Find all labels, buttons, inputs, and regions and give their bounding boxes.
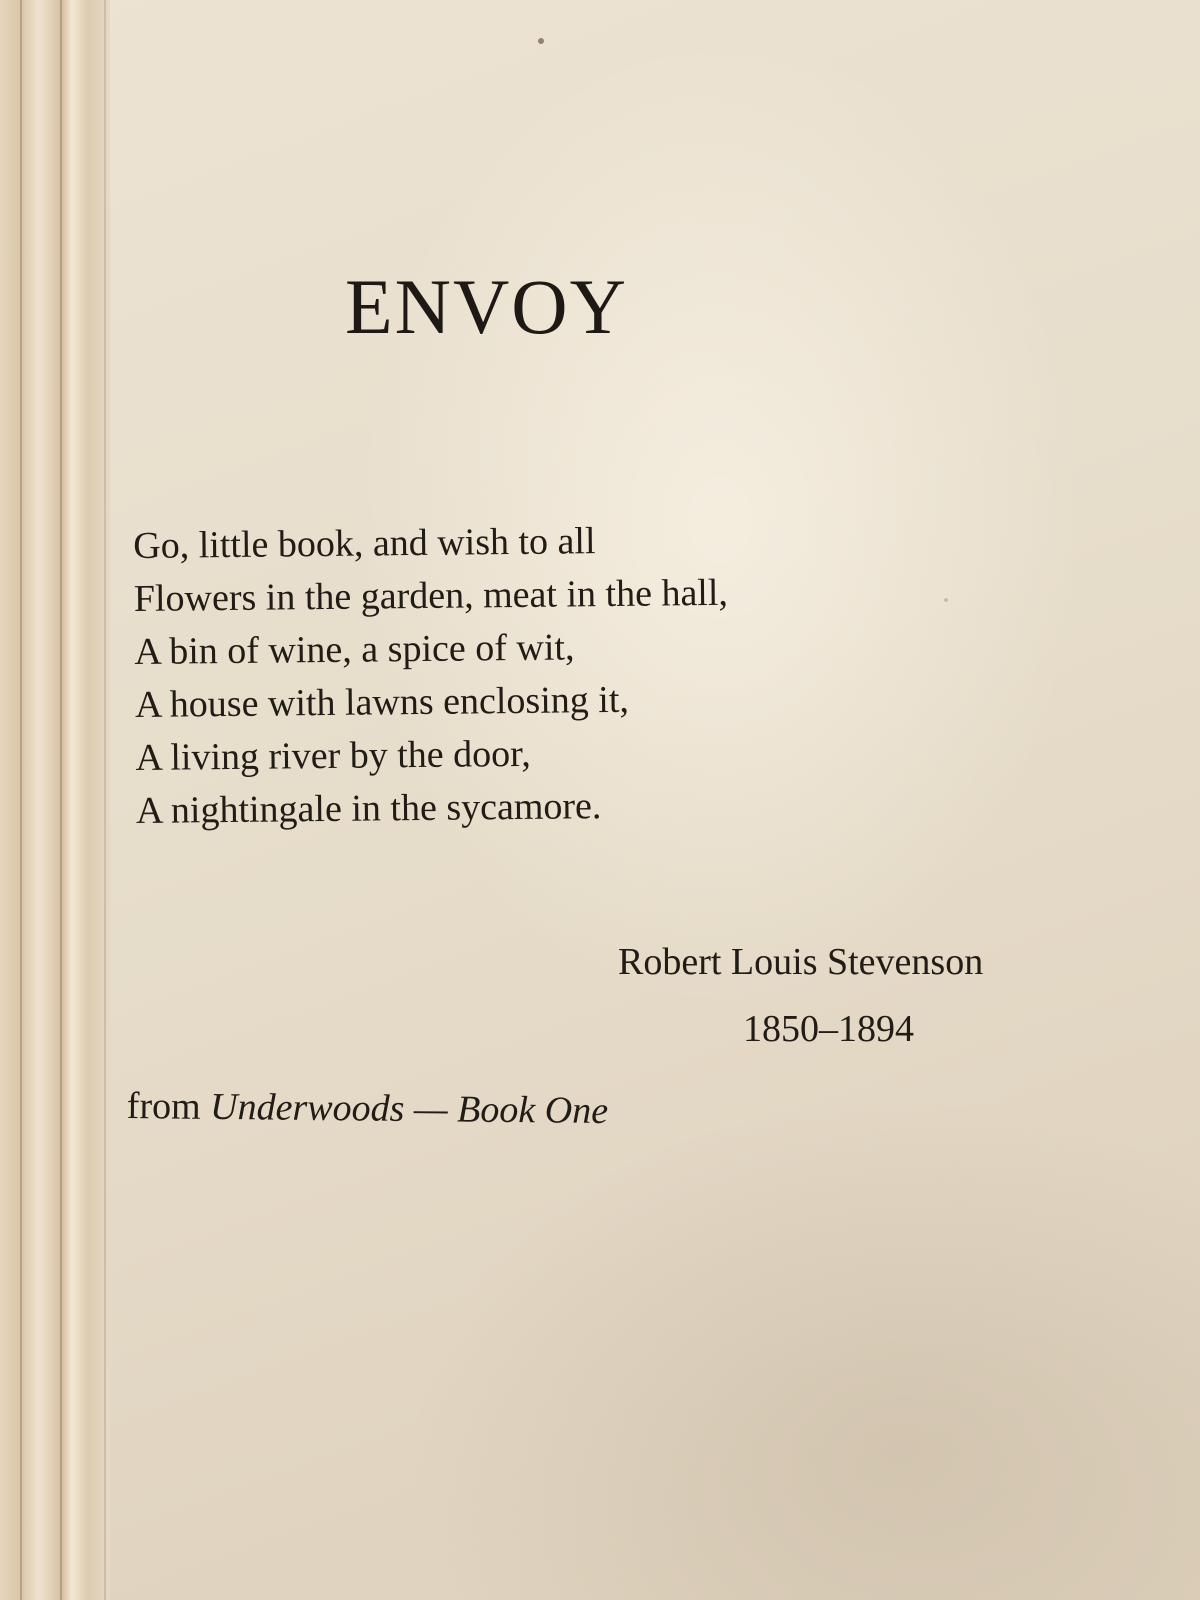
- poem-line: A house with lawns enclosing it,: [134, 678, 630, 726]
- gutter-edge-line: [104, 0, 106, 1600]
- poem-line: Flowers in the garden, meat in the hall,: [133, 571, 729, 620]
- gutter-edge-line: [20, 0, 22, 1600]
- book-gutter: [0, 0, 110, 1600]
- gutter-edge-line: [60, 0, 62, 1600]
- poem-line: A living river by the door,: [135, 732, 532, 779]
- author-name: Robert Louis Stevenson: [618, 941, 984, 983]
- poem-line: A nightingale in the sycamore.: [135, 785, 602, 832]
- poem-line: Go, little book, and wish to all: [133, 520, 596, 567]
- source-work-title: Underwoods — Book One: [209, 1085, 609, 1133]
- poem-stanza: [133, 514, 730, 838]
- paper-speck: [538, 38, 544, 44]
- poem-title: ENVOY: [345, 263, 628, 350]
- paper-speck: [944, 598, 948, 602]
- poem-line: A bin of wine, a spice of wit,: [134, 626, 575, 673]
- source-prefix: from: [126, 1085, 201, 1128]
- source-citation: [126, 1085, 609, 1133]
- author-years: 1850–1894: [743, 1008, 914, 1050]
